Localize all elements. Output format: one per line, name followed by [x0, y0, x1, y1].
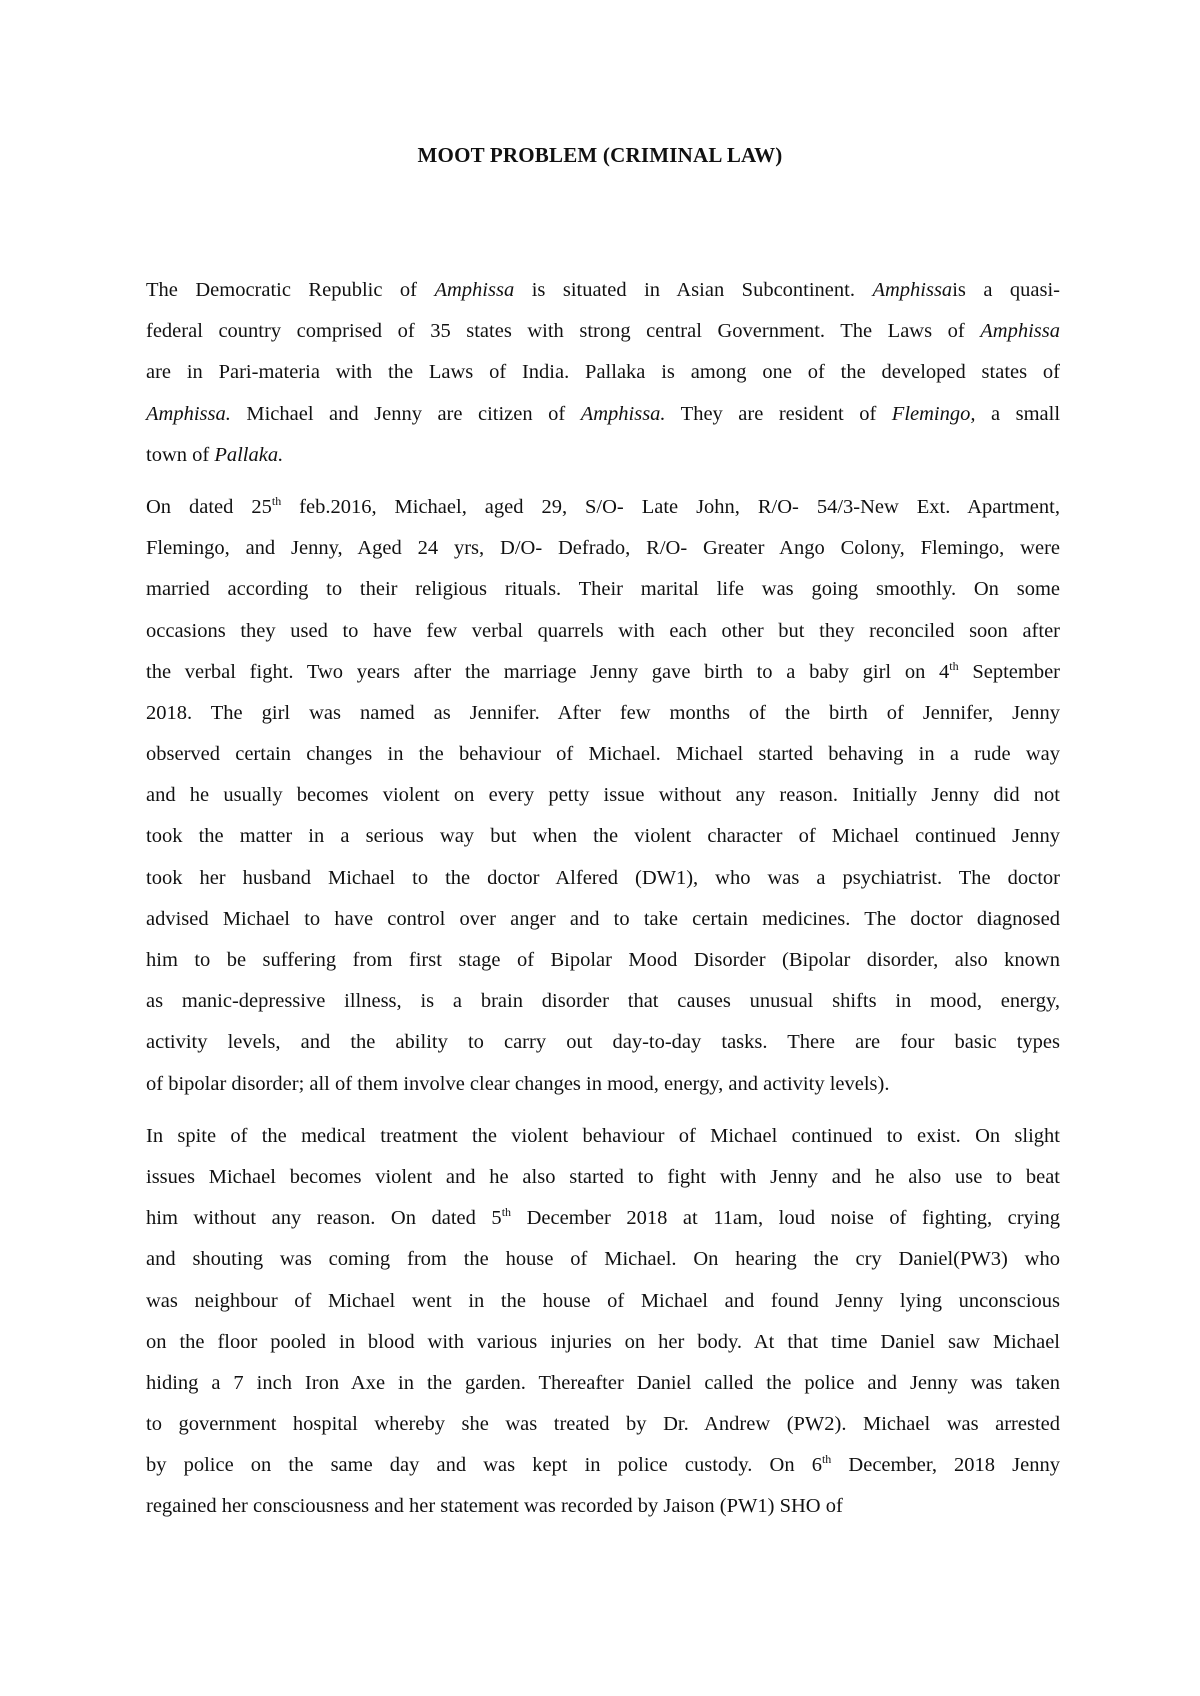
italic-text: Pallaka.: [214, 443, 284, 466]
text-line: [146, 1363, 1060, 1404]
text-run: was neighbour of Michael went in the house of Michael and found Jenny lying unconscious: [146, 1289, 1060, 1312]
text-line: [146, 734, 1060, 775]
text-line: [146, 899, 1060, 940]
paragraph: [146, 487, 1060, 1105]
text-run: town of: [146, 443, 215, 466]
text-line: [146, 1445, 1060, 1486]
text-run: on the floor pooled in blood with various injuries on her body. At that time Daniel saw Michael: [146, 1330, 1060, 1353]
document-title: MOOT PROBLEM (CRIMINAL LAW): [417, 143, 783, 167]
text-run: a small: [975, 402, 1061, 425]
text-run: occasions they used to have few verbal quarrels with each other but they reconciled soon after: [146, 619, 1060, 642]
text-run: of bipolar disorder; all of them involve clear changes in mood, energy, and activity levels).: [146, 1072, 890, 1095]
paragraph: [146, 270, 1060, 476]
italic-text: Amphissa.: [580, 402, 666, 425]
text-line: [146, 352, 1060, 393]
superscript: th: [271, 493, 282, 508]
text-line: [146, 611, 1060, 652]
text-run: September: [958, 660, 1061, 683]
text-line: [146, 940, 1060, 981]
text-line: [146, 1239, 1060, 1280]
text-line: [146, 270, 1060, 311]
text-line: [146, 652, 1060, 693]
document-body: [146, 270, 1060, 1528]
text-line: [146, 1404, 1060, 1445]
text-run: took the matter in a serious way but when the violent character of Michael continued Jenny: [146, 825, 1060, 848]
superscript: th: [949, 658, 959, 673]
text-run: December 2018 at 11am, loud noise of fighting, crying: [511, 1207, 1060, 1230]
text-run: the verbal fight. Two years after the marriage Jenny gave birth to a baby girl on 4: [146, 660, 950, 683]
superscript: th: [501, 1205, 512, 1220]
text-line: [146, 693, 1060, 734]
text-run: are in Pari-materia with the Laws of India. Pallaka is among one of the developed states of: [146, 361, 1060, 384]
text-run: is situated in Asian Subcontinent.: [514, 279, 873, 301]
italic-text: Amphissa: [980, 320, 1060, 343]
text-line: [146, 311, 1060, 352]
text-run: as manic-depressive illness, is a brain disorder that causes unusual shifts in mood, energy,: [146, 990, 1060, 1013]
text-line: [146, 528, 1060, 569]
text-line: [146, 1198, 1060, 1239]
text-line: [146, 775, 1060, 816]
text-run: to government hospital whereby she was treated by Dr. Andrew (PW2). Michael was arrested: [146, 1413, 1060, 1436]
text-run: and he usually becomes violent on every petty issue without any reason. Initially Jenny did not: [146, 784, 1060, 807]
text-line: [146, 1022, 1060, 1063]
text-run: advised Michael to have control over anger and to take certain medicines. The doctor diagnosed: [146, 907, 1060, 930]
text-run: issues Michael becomes violent and he also started to fight with Jenny and he also use to beat: [146, 1165, 1060, 1188]
superscript: th: [821, 1452, 832, 1467]
text-line: [146, 858, 1060, 899]
text-run: December, 2018 Jenny: [831, 1454, 1060, 1477]
text-line: [146, 394, 1060, 435]
text-run: feb.2016, Michael, aged 29, S/O- Late John, R/O- 54/3-New Ext. Apartment,: [281, 495, 1060, 518]
text-line: [146, 1486, 1060, 1527]
text-run: by police on the same day and was kept in police custody. On 6: [146, 1454, 822, 1477]
text-run: federal country comprised of 35 states with strong central Government. The Laws of: [146, 320, 981, 343]
text-line: [146, 1116, 1060, 1157]
text-run: activity levels, and the ability to carry out day-to-day tasks. There are four basic types: [146, 1031, 1060, 1054]
text-run: took her husband Michael to the doctor Alfered (DW1), who was a psychiatrist. The doctor: [146, 866, 1060, 889]
text-run: is a quasi-: [952, 279, 1061, 301]
text-run: Michael and Jenny are citizen of: [230, 402, 581, 425]
text-line: [146, 1064, 1060, 1105]
text-run: hiding a 7 inch Iron Axe in the garden. Thereafter Daniel called the police and Jenny was taken: [146, 1371, 1060, 1394]
text-line: [146, 435, 1060, 476]
text-line: [146, 1157, 1060, 1198]
text-run: In spite of the medical treatment the violent behaviour of Michael continued to exist. On slight: [146, 1124, 1060, 1147]
text-run: and shouting was coming from the house of Michael. On hearing the cry Daniel(PW3) who: [146, 1248, 1060, 1271]
text-run: regained her consciousness and her statement was recorded by Jaison (PW1) SHO of: [146, 1495, 843, 1518]
text-run: observed certain changes in the behaviour of Michael. Michael started behaving in a rude way: [146, 743, 1060, 766]
text-line: [146, 1281, 1060, 1322]
text-line: [146, 816, 1060, 857]
italic-text: Amphissa: [434, 279, 515, 301]
text-run: On dated 25: [146, 495, 272, 518]
text-run: They are resident of: [665, 402, 892, 425]
text-run: married according to their religious rituals. Their marital life was going smoothly. On some: [146, 578, 1060, 601]
text-run: him without any reason. On dated 5: [146, 1207, 502, 1230]
text-line: [146, 981, 1060, 1022]
text-run: 2018. The girl was named as Jennifer. After few months of the birth of Jennifer, Jenny: [146, 701, 1060, 724]
text-run: Flemingo, and Jenny, Aged 24 yrs, D/O- Defrado, R/O- Greater Ango Colony, Flemingo, were: [146, 537, 1060, 560]
text-line: [146, 487, 1060, 528]
paragraph: [146, 1116, 1060, 1528]
italic-text: Amphissa: [872, 279, 953, 301]
italic-text: Flemingo,: [891, 402, 976, 425]
italic-text: Amphissa.: [146, 402, 231, 425]
text-line: [146, 569, 1060, 610]
text-run: The Democratic Republic of: [146, 279, 435, 301]
text-line: [146, 1322, 1060, 1363]
text-run: him to be suffering from first stage of Bipolar Mood Disorder (Bipolar disorder, also known: [146, 949, 1060, 971]
